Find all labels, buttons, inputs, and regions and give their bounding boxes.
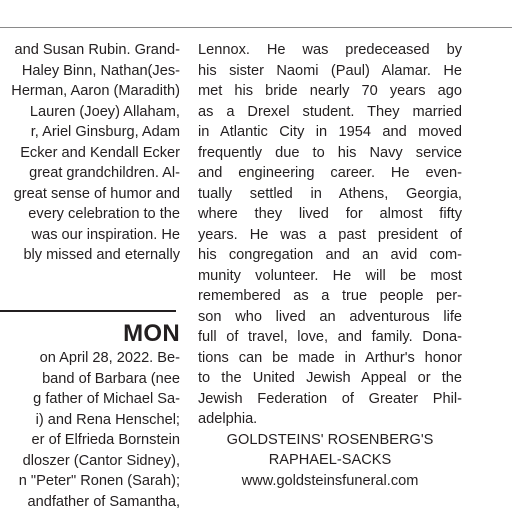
text-line: g father of Michael Sa- (33, 391, 180, 407)
text-line: and Susan Rubin. Grand- (14, 42, 180, 58)
text-line: full of travel, love, and family. Dona- (198, 329, 462, 345)
text-line: every celebration to the (28, 206, 180, 222)
text-line: great sense of humor and (13, 185, 180, 202)
text-line: his sister Naomi (Paul) Alamar. He (198, 62, 462, 79)
text-line: remembered as a true people per- (198, 288, 462, 304)
text-line: son who lived an adventurous life (198, 308, 462, 325)
text-line: adelphia. (198, 411, 258, 427)
text-line: Herman, Aaron (Maradith) (11, 83, 180, 99)
text-line: Lauren (Joey) Allaham, (29, 103, 180, 120)
funeral-home-name: GOLDSTEINS' ROSENBERG'S (226, 431, 434, 448)
text-line: met his bride nearly 70 years ago (198, 83, 462, 99)
text-line: and engineering career. He even- (198, 165, 462, 181)
text-line: years. He was a past president of (198, 226, 462, 243)
text-line: tions can be made in Arthur's honor (198, 349, 462, 366)
text-line: Jewish Federation of Greater Phil- (198, 390, 462, 407)
text-line: tually settled in Athens, Georgia, (198, 185, 462, 202)
right-column (198, 40, 462, 491)
text-line: band of Barbara (nee (42, 370, 180, 387)
text-line: er of Elfrieda Bornstein (31, 432, 180, 448)
text-line: i) and Rena Henschel; (35, 411, 180, 428)
text-line: n "Peter" Ronen (Sarah); (18, 473, 180, 489)
left-column-bottom (0, 0, 180, 512)
text-line: Ecker and Kendall Ecker (20, 144, 180, 161)
funeral-home-name: RAPHAEL-SACKS (268, 452, 392, 468)
text-line: frequently due to his Navy service (198, 144, 462, 161)
text-line: on April 28, 2022. Be- (39, 350, 180, 366)
text-line: munity volunteer. He will be most (198, 267, 462, 284)
funeral-home-website: www.goldsteinsfuneral.com (241, 472, 419, 489)
obituary-heading: MON (123, 320, 180, 347)
text-line: great grandchildren. Al- (29, 165, 180, 181)
text-line: Lennox. He was predeceased by (198, 42, 462, 58)
text-line: bly missed and eternally (23, 247, 180, 263)
text-line: in Atlantic City in 1954 and moved (198, 124, 462, 140)
text-line: was our inspiration. He (31, 226, 180, 243)
text-line: andfather of Samantha, (27, 493, 180, 510)
text-line: dloszer (Cantor Sidney), (22, 452, 180, 469)
text-line: his congregation and an avid com- (198, 247, 462, 263)
text-line: Haley Binn, Nathan(Jes- (21, 62, 180, 79)
text-line: as a Drexel student. They married (198, 103, 462, 120)
text-line: to the United Jewish Appeal or the (198, 370, 462, 386)
text-line: r, Ariel Ginsburg, Adam (30, 124, 180, 140)
text-line: where they lived for almost fifty (198, 206, 462, 222)
